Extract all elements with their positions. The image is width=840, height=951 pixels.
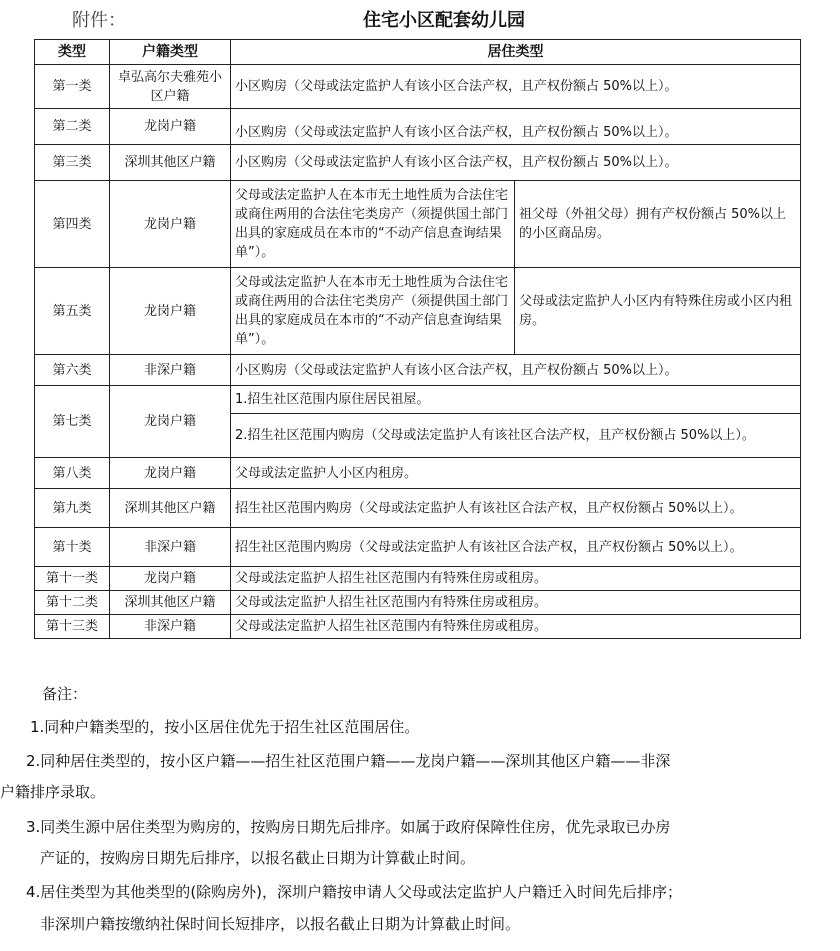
note-1: 1.同种户籍类型的，按小区居住优先于招生社区范围居住。 <box>30 718 420 736</box>
table-row <box>35 528 801 567</box>
table-row <box>35 268 801 355</box>
table-row <box>35 65 801 109</box>
hukou-cell: 深圳其他区户籍 <box>110 489 231 528</box>
type-cell: 第十一类 <box>35 567 110 591</box>
hukou-cell: 龙岗户籍 <box>110 268 231 355</box>
residence-cell: 招生社区范围内购房（父母或法定监护人有该社区合法产权，且产权份额占 50%以上）。 <box>231 489 801 528</box>
residence-cell: 父母或法定监护人招生社区范围内有特殊住房或租房。 <box>231 615 801 639</box>
page-title: 住宅小区配套幼儿园 <box>363 10 525 31</box>
table-row <box>35 109 801 145</box>
attachment-label: 附件： <box>72 10 126 31</box>
type-cell: 第四类 <box>35 181 110 268</box>
hukou-cell: 非深户籍 <box>110 615 231 639</box>
residence-cell-1: 1.招生社区范围内原住居民祖屋。 <box>231 386 801 414</box>
table-row <box>35 615 801 639</box>
table-row <box>35 567 801 591</box>
residence-type-table <box>34 39 801 639</box>
table-row <box>35 489 801 528</box>
type-cell: 第八类 <box>35 458 110 489</box>
residence-cell-b: 祖父母（外祖父母）拥有产权份额占 50%以上的小区商品房。 <box>515 181 801 268</box>
type-cell: 第五类 <box>35 268 110 355</box>
hukou-cell: 龙岗户籍 <box>110 181 231 268</box>
note-3-line-1: 3.同类生源中居住类型为购房的，按购房日期先后排序。如属于政府保障性住房，优先录取已办房 <box>26 818 671 836</box>
type-cell: 第七类 <box>35 386 110 458</box>
notes-label: 备注： <box>42 685 88 703</box>
residence-cell: 小区购房（父母或法定监护人有该小区合法产权，且产权份额占 50%以上）。 <box>231 65 801 109</box>
type-cell: 第二类 <box>35 109 110 145</box>
page-header <box>0 6 840 30</box>
hukou-cell: 深圳其他区户籍 <box>110 591 231 615</box>
hukou-cell: 龙岗户籍 <box>110 109 231 145</box>
type-cell: 第六类 <box>35 355 110 386</box>
residence-cell-2: 2.招生社区范围内购房（父母或法定监护人有该社区合法产权，且产权份额占 50%以上）。 <box>231 414 801 458</box>
type-cell: 第三类 <box>35 145 110 181</box>
residence-cell: 父母或法定监护人小区内租房。 <box>231 458 801 489</box>
residence-cell: 父母或法定监护人招生社区范围内有特殊住房或租房。 <box>231 567 801 591</box>
residence-cell: 小区购房（父母或法定监护人有该小区合法产权，且产权份额占 50%以上）。 <box>231 109 801 145</box>
table-row <box>35 181 801 268</box>
hukou-cell: 非深户籍 <box>110 528 231 567</box>
table-row <box>35 591 801 615</box>
residence-cell-a: 父母或法定监护人在本市无土地性质为合法住宅或商住两用的合法住宅类房产（须提供国土部门出具的家庭成员在本市的“不动产信息查询结果单”）。 <box>231 268 515 355</box>
note-2-line-2: 户籍排序录取。 <box>0 783 106 801</box>
type-cell: 第九类 <box>35 489 110 528</box>
table-row <box>35 458 801 489</box>
type-cell: 第十三类 <box>35 615 110 639</box>
table-row <box>35 355 801 386</box>
table-row <box>35 386 801 414</box>
type-cell: 第十二类 <box>35 591 110 615</box>
note-3-line-2: 产证的，按购房日期先后排序，以报名截止日期为计算截止时间。 <box>40 849 476 867</box>
hukou-cell: 卓弘高尔夫雅苑小区户籍 <box>110 65 231 109</box>
note-4-line-1: 4.居住类型为其他类型的(除购房外)，深圳户籍按申请人父母或法定监护人户籍迁入时间先后排序； <box>26 883 683 901</box>
residence-cell-b: 父母或法定监护人小区内有特殊住房或小区内租房。 <box>515 268 801 355</box>
hukou-cell: 龙岗户籍 <box>110 386 231 458</box>
residence-cell-a: 父母或法定监护人在本市无土地性质为合法住宅或商住两用的合法住宅类房产（须提供国土部门出具的家庭成员在本市的“不动产信息查询结果单”）。 <box>231 181 515 268</box>
hukou-cell: 龙岗户籍 <box>110 567 231 591</box>
note-4-line-2: 非深圳户籍按缴纳社保时间长短排序，以报名截止日期为计算截止时间。 <box>40 915 521 933</box>
header-residence-type: 居住类型 <box>231 40 801 65</box>
table-row <box>35 145 801 181</box>
note-2-line-1: 2.同种居住类型的，按小区户籍——招生社区范围户籍——龙岗户籍——深圳其他区户籍——非深 <box>26 752 671 770</box>
hukou-cell: 龙岗户籍 <box>110 458 231 489</box>
residence-cell: 小区购房（父母或法定监护人有该小区合法产权，且产权份额占 50%以上）。 <box>231 355 801 386</box>
residence-cell: 小区购房（父母或法定监护人有该小区合法产权，且产权份额占 50%以上）。 <box>231 145 801 181</box>
header-hukou-type: 户籍类型 <box>110 40 231 65</box>
header-type: 类型 <box>35 40 110 65</box>
residence-cell: 父母或法定监护人招生社区范围内有特殊住房或租房。 <box>231 591 801 615</box>
residence-cell: 招生社区范围内购房（父母或法定监护人有该社区合法产权，且产权份额占 50%以上）。 <box>231 528 801 567</box>
type-cell: 第十类 <box>35 528 110 567</box>
table-header-row <box>35 40 801 65</box>
type-cell: 第一类 <box>35 65 110 109</box>
hukou-cell: 深圳其他区户籍 <box>110 145 231 181</box>
hukou-cell: 非深户籍 <box>110 355 231 386</box>
